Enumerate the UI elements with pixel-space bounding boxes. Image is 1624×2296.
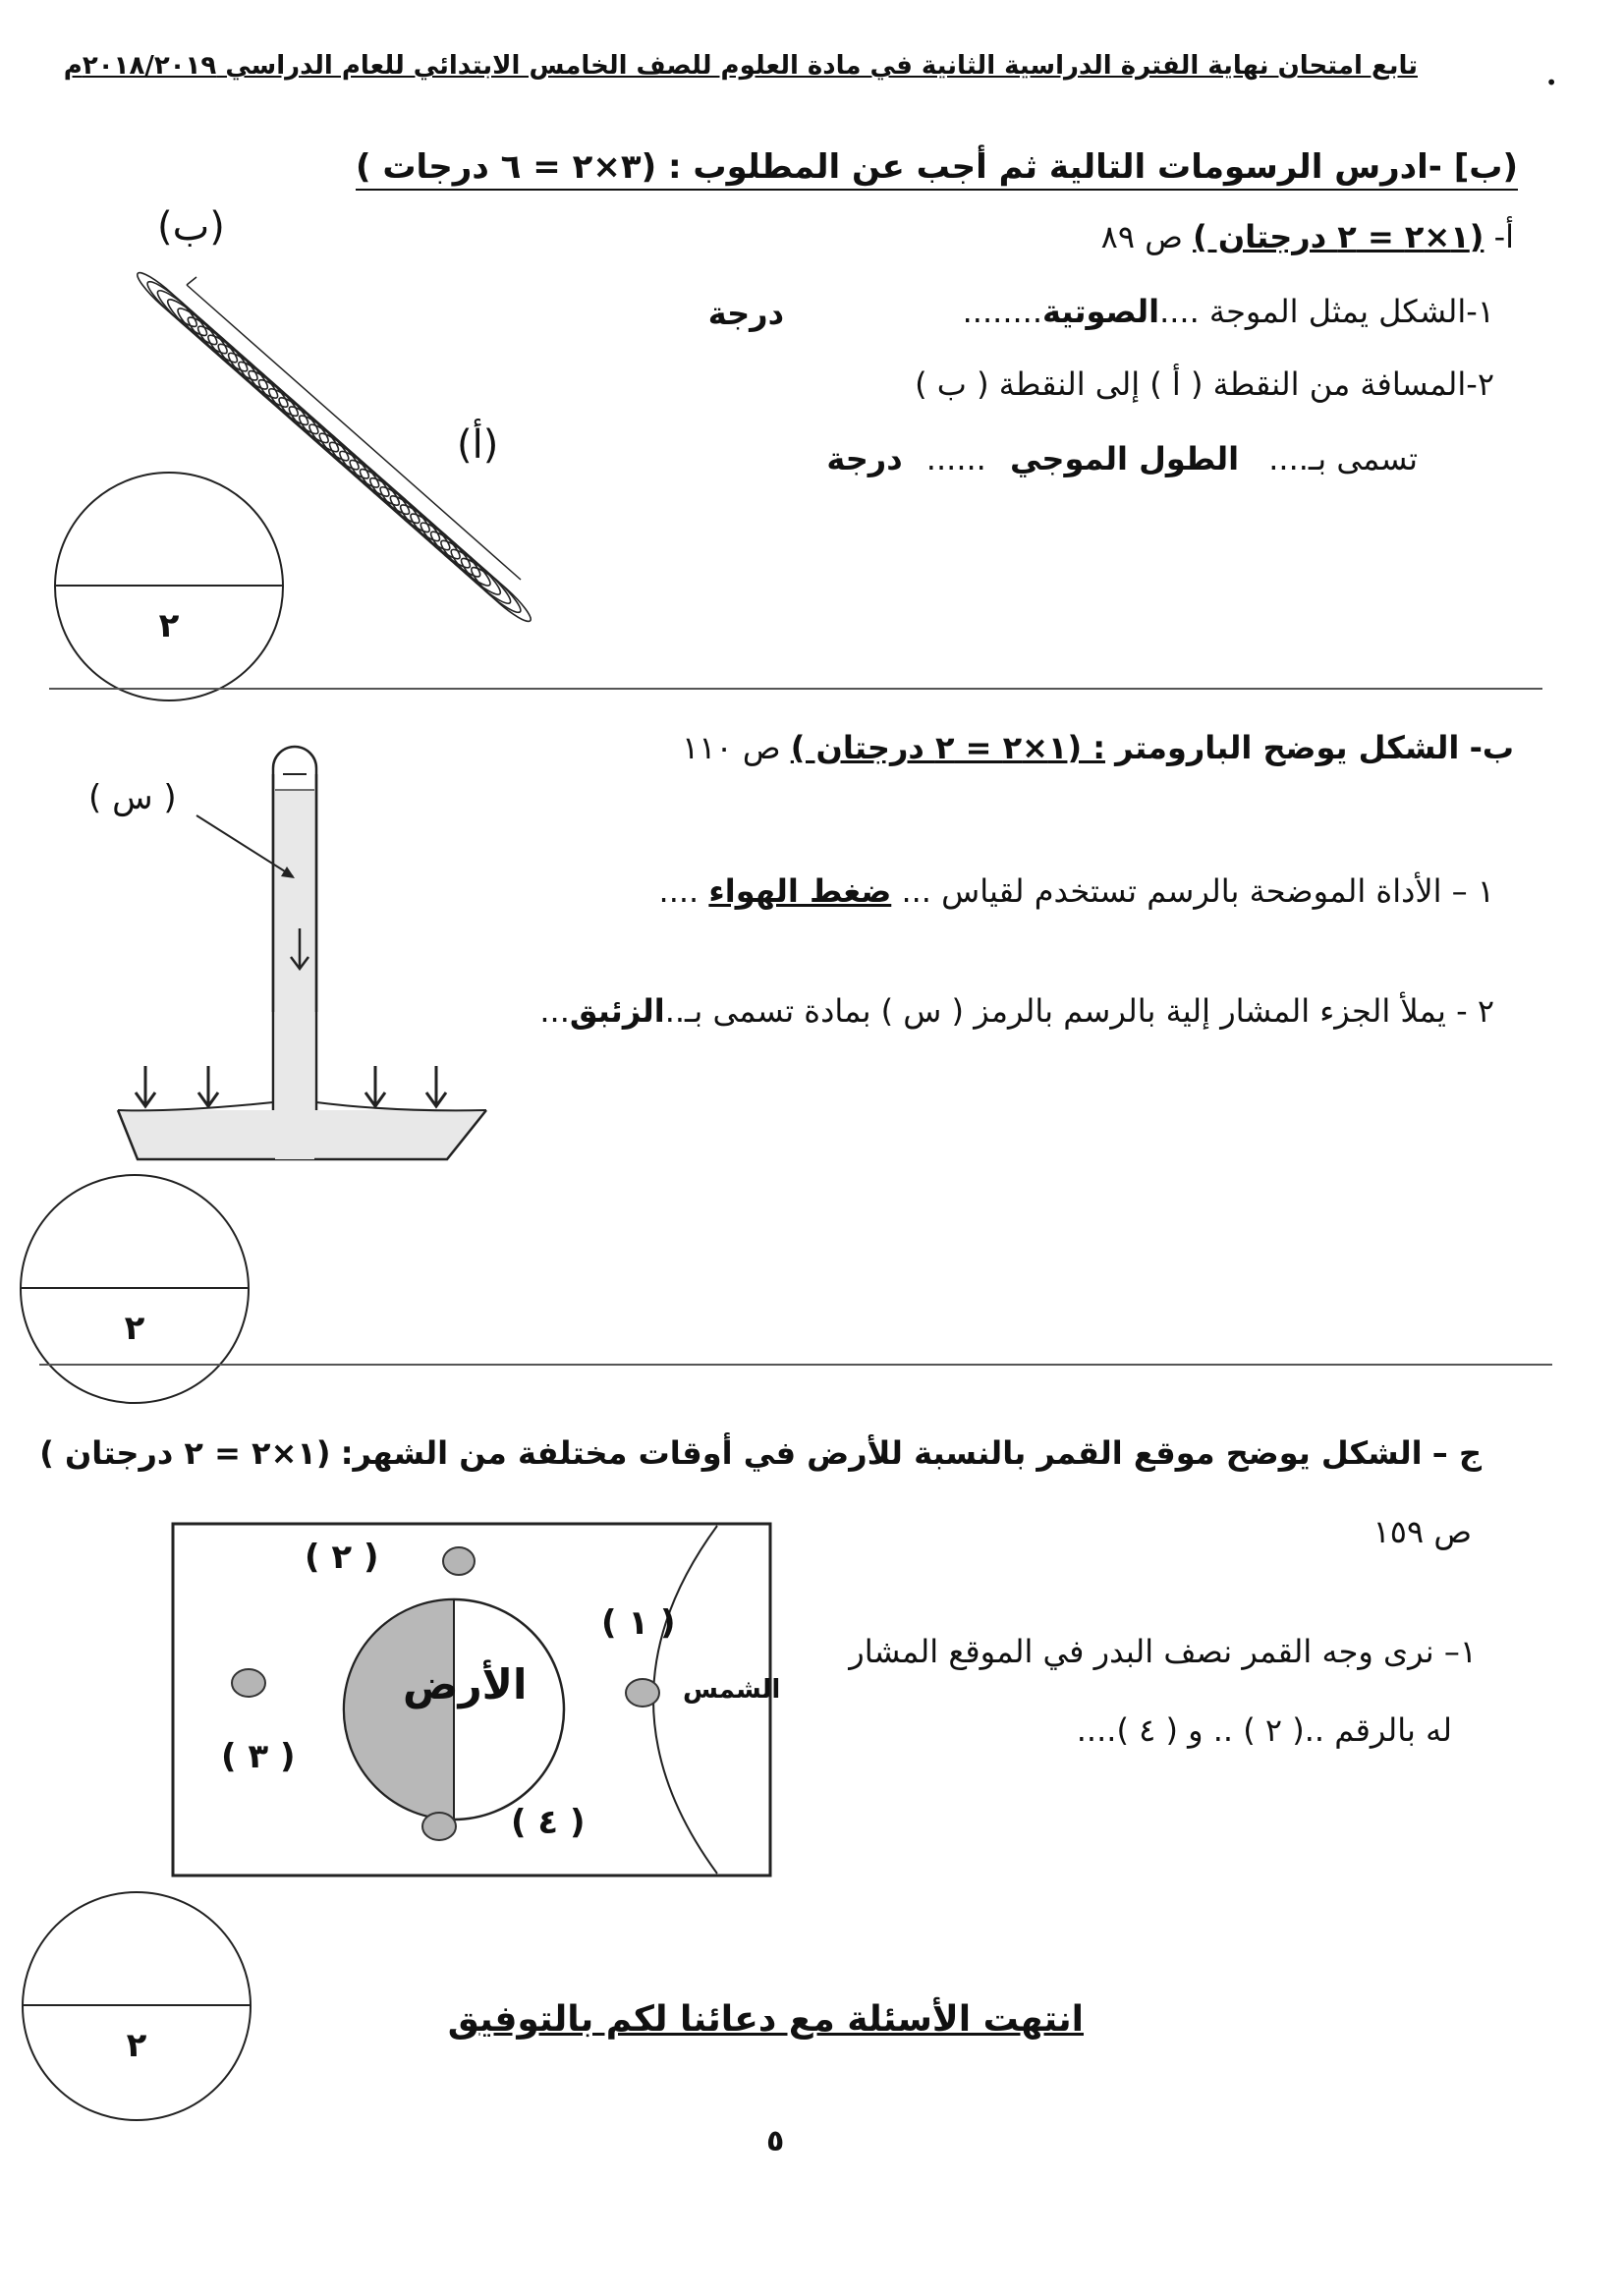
q-b-label: ب- [1469,729,1514,766]
spring-coil [406,509,475,573]
q-b-line1-prefix: ١ – الأداة الموضحة بالرسم تستخدم لقياس ... [901,872,1494,910]
q-a-label: أ- [1493,218,1514,255]
earth-label: الأرض [403,1660,528,1708]
q-b-line2-prefix: ٢ - يملأ الجزء المشار إلية بالرسم بالرمز ( س ) بمادة تسمى بـ.. [664,992,1494,1030]
spring-coil [203,330,272,394]
q-c-score-circle [22,1891,252,2121]
q-a-line1-prefix: ١-الشكل يمثل الموجة .... [1159,293,1494,330]
q-b-line2-answer: الزئبق [569,992,665,1030]
q-a-line1-score: درجة [707,295,784,332]
q-a-score-circle [54,472,284,701]
q-b-marks: : (١×٢ = ٢ درجتان ) [790,729,1105,766]
spring-coil [224,348,293,412]
q-a-page: ص ٨٩ [1100,218,1183,255]
q-a-line3-answer: الطول الموجي [1010,440,1240,477]
q-a-line3-prefix: تسمى بـ.... [1268,440,1418,477]
spring-coil [436,535,505,599]
q-b-score-value: ٢ [124,1309,145,1348]
q-b-line1-answer: ضغط الهواء [708,872,892,910]
q-c-title: الشكل يوضح موقع القمر بالنسبة للأرض في أوقات مختلفة من الشهر: [340,1434,1423,1472]
q-c-page: ص ١٥٩ [1372,1513,1472,1550]
moon-position-1-label: ( ١ ) [601,1603,676,1643]
spring-coil [264,383,333,447]
spring-label-b: (ب) [157,204,225,250]
spring-coil [375,481,444,545]
q-a-line1 [963,293,1494,330]
barometer-label-s: ( س ) [88,778,177,817]
divider-1 [49,688,1542,690]
q-b-score-circle [20,1174,250,1404]
header-bullet: • [1545,71,1557,94]
spring-coil [335,446,404,510]
q-c-header [39,1434,1482,1472]
spring-coil [234,357,303,420]
q-a-line2: ٢-المسافة من النقطة ( أ ) إلى النقطة ( ب ) [915,365,1494,403]
q-b-line1 [659,872,1494,910]
spring-coil [153,285,222,349]
spring-coil [457,553,526,617]
spring-coil [254,374,323,438]
moon-position-4-label: ( ٤ ) [511,1803,586,1842]
spring-coil [244,365,312,429]
q-c-marks: (١×٢ = ٢ درجتان ) [39,1434,331,1472]
spring-coil [213,339,282,403]
q-a-score-value: ٢ [158,606,180,645]
spring-coil [314,428,383,492]
moon-position-3-label: ( ٣ ) [221,1737,296,1776]
q-a-line3-dots: ...... [925,440,986,477]
section-b-label: (ب] [1453,147,1518,187]
spring-coil [426,527,495,590]
q-c-line1: ١– نرى وجه القمر نصف البدر في الموقع المشار [849,1633,1477,1670]
spring-coil [385,491,454,555]
q-b-title: الشكل يوضح البارومتر [1115,729,1460,766]
q-a-line1-answer: الصوتية [1042,293,1160,330]
spring-coil [295,411,364,475]
q-a-line3-score: درجة [826,440,903,477]
exam-header-title: تابع امتحان نهاية الفترة الدراسية الثانية في مادة العلوم للصف الخامس الابتدائي للعام الدراسي ٢٠١٨/٢٠١٩م [63,51,1418,81]
moon-position-2-label: ( ٢ ) [305,1538,379,1577]
spring-coil [173,304,242,367]
section-b-text: -ادرس الرسومات التالية ثم أجب عن المطلوب : (٣×٢ = ٦ درجات ) [355,147,1442,187]
spring-coil [183,312,252,376]
sun-label: الشمس [683,1675,781,1705]
spring-label-a: (أ) [457,422,499,468]
spring-coil [356,464,424,528]
spring-coil [467,562,535,626]
spring-coil [416,518,484,582]
page-number: ٥ [766,2124,785,2158]
spring-coil [396,500,465,564]
closing-message: انتهت الأسئلة مع دعائنا لكم بالتوفيق [447,1999,1084,2040]
spring-coil [325,437,394,501]
q-a-marks: (١×٢ = ٢ درجتان ) [1193,218,1484,255]
spring-coil [142,276,211,340]
spring-coil [163,295,232,359]
q-a-line1-dots: ........ [962,293,1042,330]
spring-coil [446,544,515,608]
spring-coil [133,267,201,331]
divider-2 [39,1364,1552,1366]
spring-coil [305,420,373,483]
q-b-page: ص ١١٠ [682,729,781,766]
q-c-label: ج – [1431,1434,1482,1472]
spring-coil [194,321,262,385]
q-b-line2-dots: ... [539,992,570,1030]
spring-coil [274,393,343,457]
section-b-heading [356,147,1518,191]
q-b-header [682,729,1514,766]
q-b-line2 [539,992,1494,1030]
q-c-score-value: ٢ [126,2026,147,2065]
spring-coil [345,455,414,519]
q-a-header [1101,218,1514,255]
q-b-line1-dots: .... [658,872,700,910]
spring-coil [365,473,434,536]
spring-coil [284,402,353,466]
q-c-line2: له بالرقم ..( ٢ ) .. و ( ٤ ).... [1076,1711,1452,1749]
q-a-line3 [826,440,1418,477]
